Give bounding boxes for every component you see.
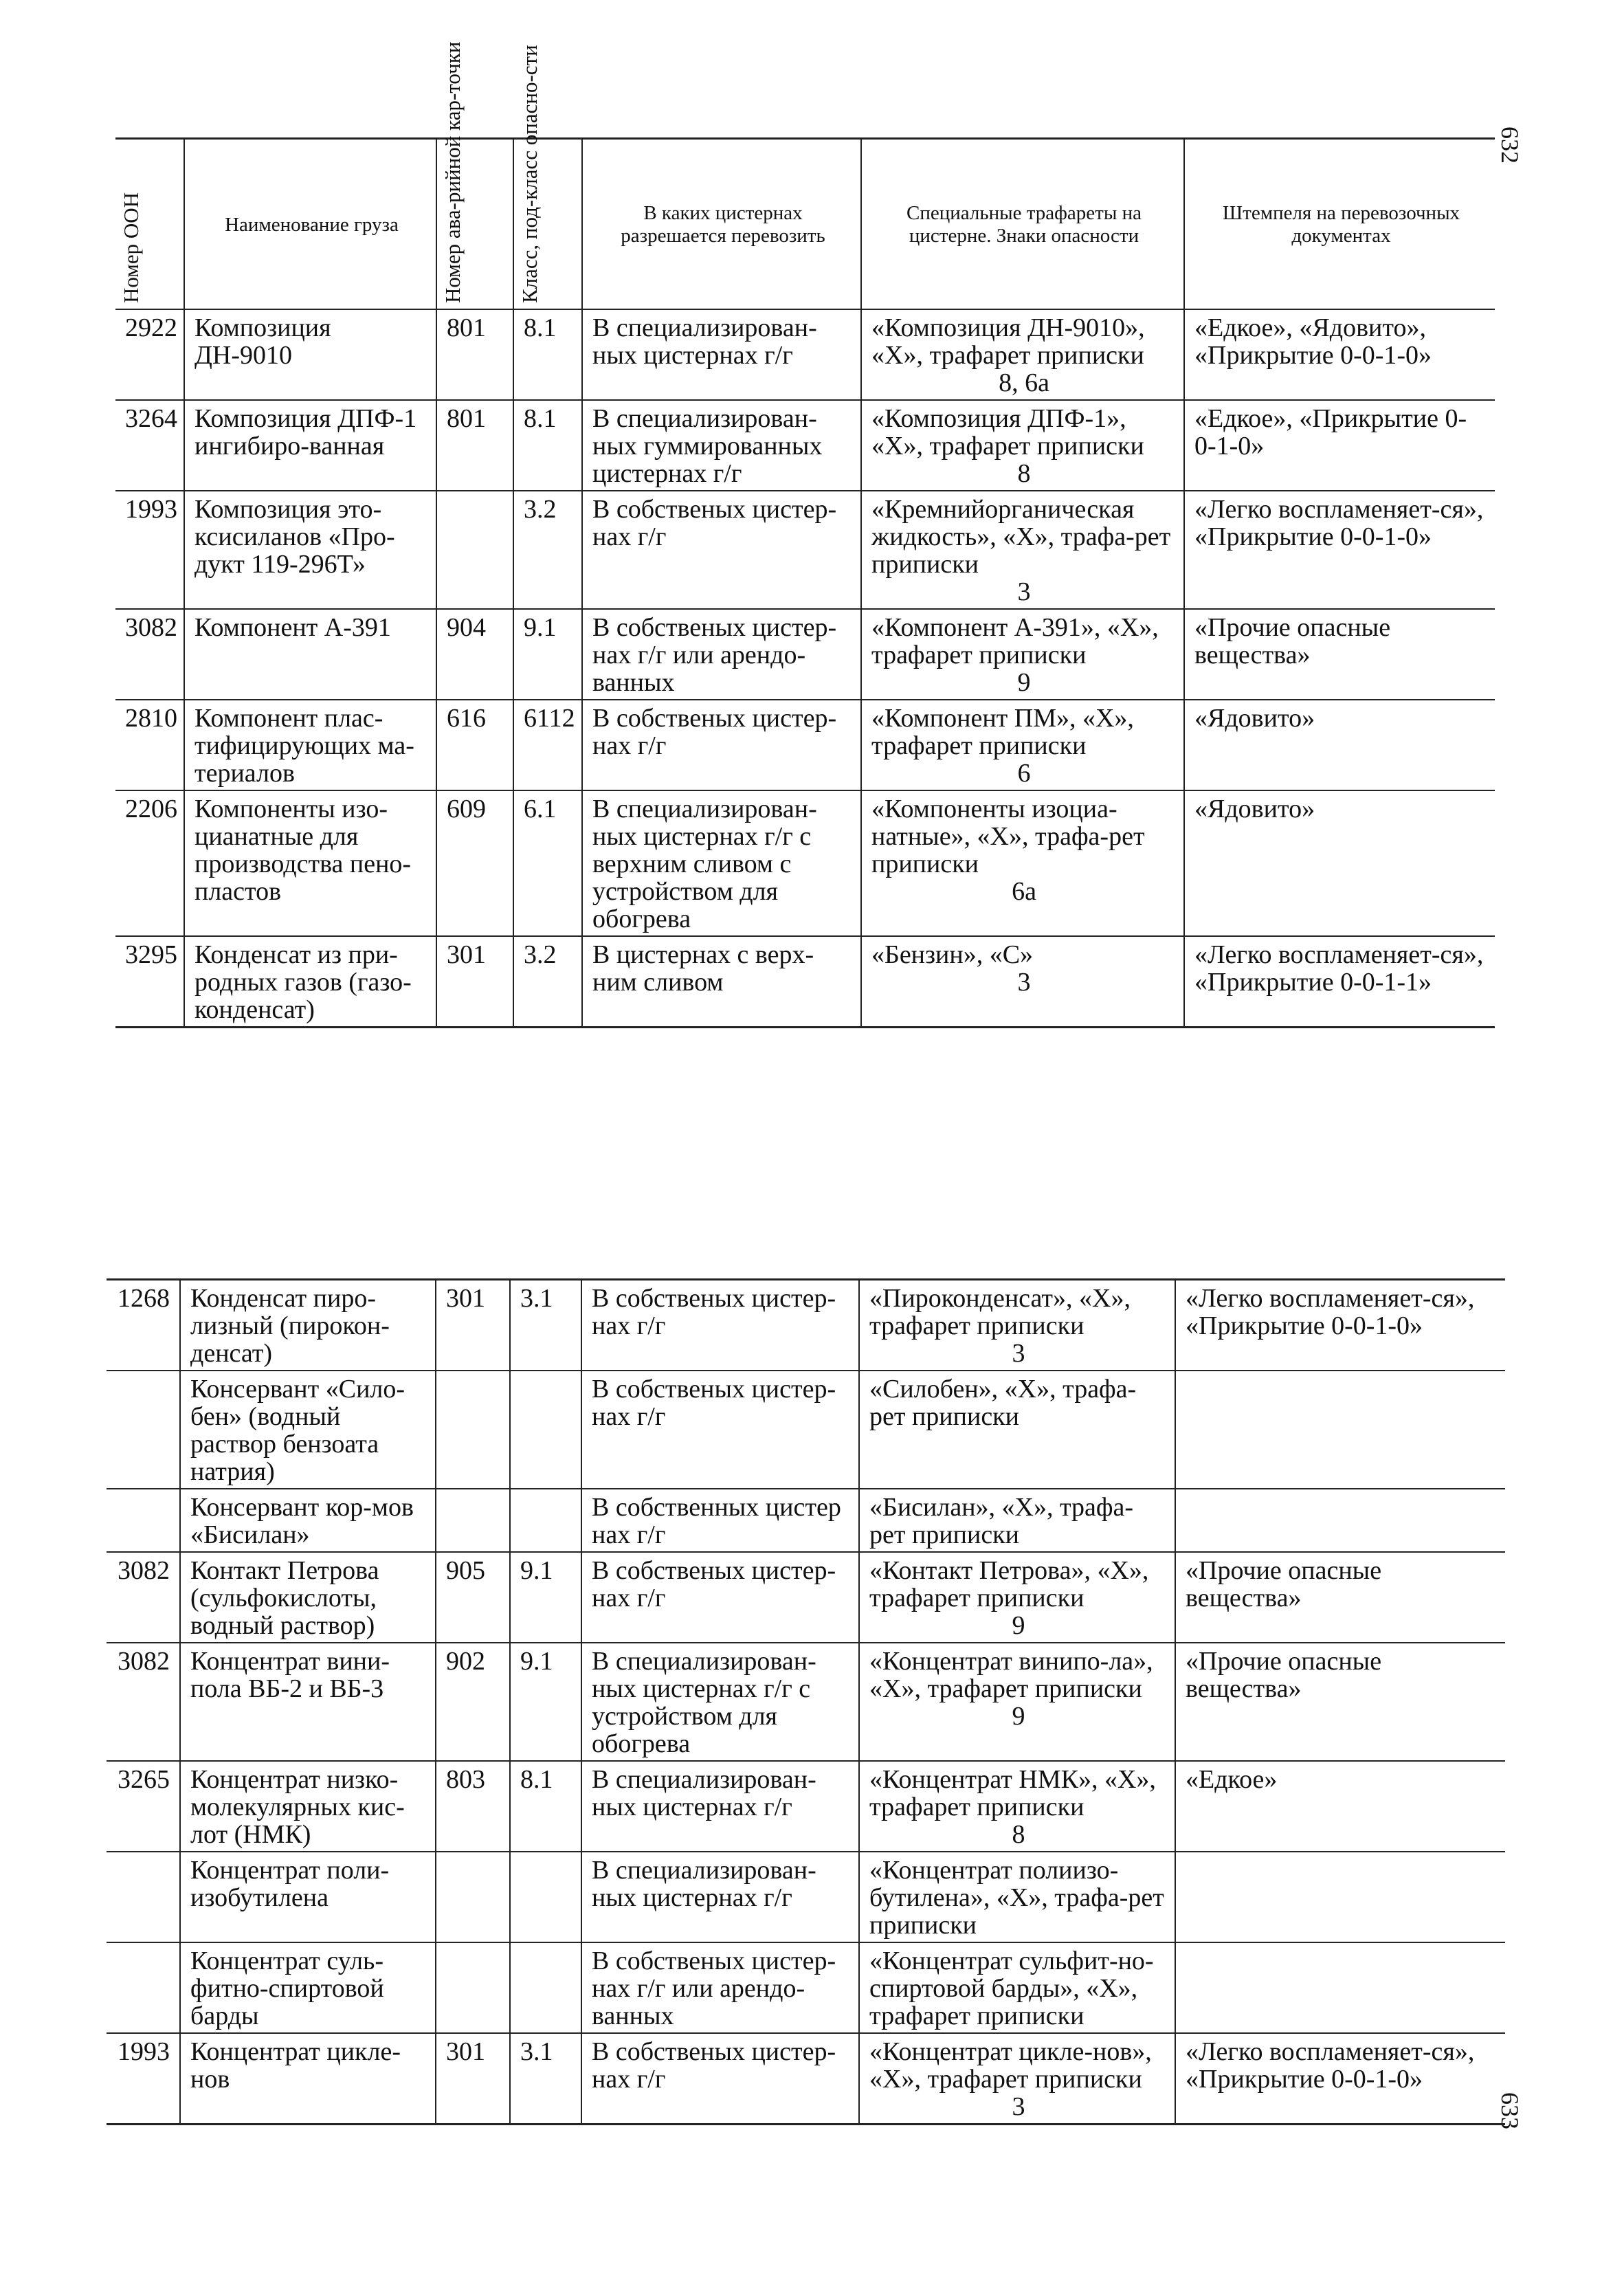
emergency-card-cell: 801 (436, 309, 513, 400)
stencil-text: «Компоненты изоциа-натные», «Х», трафа-рет приписки (871, 795, 1145, 878)
un-number-cell: 3082 (107, 1552, 180, 1643)
emergency-card-cell: 609 (436, 790, 513, 936)
stencil-text: «Компонент ПМ», «Х», трафарет приписки (871, 704, 1134, 760)
hazard-sign-number: 3 (1017, 577, 1031, 606)
hazard-class-cell (510, 1371, 581, 1489)
un-number-cell: 3082 (107, 1643, 180, 1761)
cargo-name-cell: Концентрат поли-изобутилена (180, 1852, 436, 1942)
stamps-cell: «Легко воспламеняет-ся», «Прикрытие 0-0-1-1» (1184, 936, 1495, 1028)
stencil-text: «Компонент А-391», «Х», трафарет приписки (871, 613, 1159, 669)
stencil-cell (861, 609, 1184, 700)
stencil-cell (861, 790, 1184, 936)
header-stencils: Специальные трафареты на цистерне. Знаки опасности (861, 139, 1184, 310)
tanks-cell: В собственых цистер-нах г/г или арендо-ванных (582, 609, 861, 700)
stencil-text: «Контакт Петрова», «Х», трафарет приписки (869, 1556, 1149, 1612)
un-number-cell: 2922 (115, 309, 184, 400)
stencil-text: «Концентрат винипо-ла», «Х», трафарет приписки (869, 1647, 1153, 1703)
emergency-card-cell: 902 (436, 1643, 510, 1761)
table-row (107, 1852, 1505, 1942)
stencil-text: «Концентрат полиизо-бутилена», «Х», трафа-рет приписки (869, 1856, 1164, 1940)
stencil-cell (861, 309, 1184, 400)
stencil-text: «Кремнийорганическая жидкость», «Х», трафа-рет приписки (871, 495, 1171, 579)
emergency-card-cell: 301 (436, 936, 513, 1028)
stencil-text: «Бензин», «С» (871, 940, 1034, 969)
tanks-cell: В цистернах с верх-ним сливом (582, 936, 861, 1028)
cargo-name-cell: Контакт Петрова (сульфокислоты, водный раствор) (180, 1552, 436, 1643)
table-row (115, 609, 1495, 700)
tanks-cell: В собственых цистер-нах г/г (582, 700, 861, 790)
stamps-cell: «Едкое» (1175, 1761, 1505, 1852)
stamps-cell: «Легко воспламеняет-ся», «Прикрытие 0-0-1-0» (1184, 491, 1495, 609)
hazard-class-cell (510, 1852, 581, 1942)
emergency-card-cell: 801 (436, 400, 513, 491)
stamps-cell (1175, 1371, 1505, 1489)
table-row (115, 309, 1495, 400)
stencil-text: «Композиция ДПФ-1», «Х», трафарет приписки (871, 404, 1144, 461)
hazard-class-cell: 9.1 (510, 1552, 581, 1643)
emergency-card-cell: 803 (436, 1761, 510, 1852)
cargo-name-cell: Композиция ДН-9010 (184, 309, 436, 400)
tanks-cell: В собственых цистер-нах г/г или арендо-ванных (581, 1942, 859, 2033)
hazard-class-cell: 9.1 (510, 1643, 581, 1761)
hazard-class-cell: 6112 (513, 700, 582, 790)
hazard-class-cell: 8.1 (513, 309, 582, 400)
hazard-sign-number: 8 (1017, 459, 1031, 488)
hazard-sign-number: 6 (1017, 759, 1031, 788)
emergency-card-cell (436, 1489, 510, 1552)
cargo-name-cell: Композиция ДПФ-1 ингибиро-ванная (184, 400, 436, 491)
cargo-name-cell: Консервант кор-мов «Бисилан» (180, 1489, 436, 1552)
tanks-cell: В специализирован-ных цистернах г/г (581, 1852, 859, 1942)
hazard-sign-number: 3 (1012, 1339, 1025, 1368)
stencil-cell (861, 936, 1184, 1028)
cargo-name-cell: Концентрат суль-фитно-спиртовой барды (180, 1942, 436, 2033)
un-number-cell: 3265 (107, 1761, 180, 1852)
cargo-name-cell: Конденсат пиро-лизный (пирокон-денсат) (180, 1280, 436, 1371)
table-row (115, 700, 1495, 790)
table-row (107, 1489, 1505, 1552)
table-row (107, 1280, 1505, 1371)
hazard-class-cell: 3.1 (510, 1280, 581, 1371)
header-hazard-class: Класс, под-класс опасно-сти (513, 139, 582, 310)
stencil-text: «Концентрат цикле-нов», «Х», трафарет приписки (869, 2037, 1152, 2094)
stencil-cell (861, 491, 1184, 609)
tanks-cell: В собственых цистер-нах г/г (581, 1371, 859, 1489)
stamps-cell: «Ядовито» (1184, 790, 1495, 936)
un-number-cell: 1993 (115, 491, 184, 609)
tanks-cell: В собственых цистер-нах г/г (582, 491, 861, 609)
stamps-cell: «Едкое», «Прикрытие 0-0-1-0» (1184, 400, 1495, 491)
emergency-card-cell: 301 (436, 1280, 510, 1371)
stencil-cell (861, 700, 1184, 790)
table-row (115, 491, 1495, 609)
cargo-name-cell: Композиция это-ксисиланов «Про-дукт 119-296Т» (184, 491, 436, 609)
emergency-card-cell (436, 1852, 510, 1942)
stencil-text: «Концентрат НМК», «Х», трафарет приписки (869, 1765, 1156, 1821)
cargo-name-cell: Концентрат низко-молекулярных кис-лот (НМК) (180, 1761, 436, 1852)
tanks-cell: В специализирован-ных цистернах г/г (582, 309, 861, 400)
stencil-cell (859, 1280, 1175, 1371)
stencil-text: «Пироконденсат», «Х», трафарет приписки (869, 1284, 1131, 1340)
stamps-cell: «Едкое», «Ядовито», «Прикрытие 0-0-1-0» (1184, 309, 1495, 400)
stencil-cell (859, 1942, 1175, 2033)
stencil-text: «Композиция ДН-9010», «Х», трафарет приписки (871, 313, 1145, 370)
emergency-card-cell: 904 (436, 609, 513, 700)
emergency-card-cell: 905 (436, 1552, 510, 1643)
stencil-text: «Концентрат сульфит-но-спиртовой барды», «Х», трафарет приписки (869, 1947, 1154, 2030)
cargo-name-cell: Компонент плас-тифицирующих ма-териалов (184, 700, 436, 790)
stencil-cell (859, 1643, 1175, 1761)
table-row (115, 400, 1495, 491)
header-un-number: Номер ООН (115, 139, 184, 310)
un-number-cell: 3295 (115, 936, 184, 1028)
header-emergency-card: Номер ава-рийной кар-точки (436, 139, 513, 310)
un-number-cell (107, 1942, 180, 2033)
tanks-cell: В специализирован-ных цистернах г/г с устройством для обогрева (581, 1643, 859, 1761)
un-number-cell: 1993 (107, 2033, 180, 2125)
un-number-cell (107, 1489, 180, 1552)
page-number-top: 632 (1496, 126, 1524, 164)
cargo-name-cell: Компоненты изо-цианатные для производства пено-пластов (184, 790, 436, 936)
stamps-cell: «Ядовито» (1184, 700, 1495, 790)
table-row (107, 1552, 1505, 1643)
hazard-sign-number: 9 (1012, 1702, 1025, 1731)
stencil-cell (859, 1552, 1175, 1643)
emergency-card-cell (436, 1371, 510, 1489)
table-row (107, 1942, 1505, 2033)
stencil-cell (859, 1761, 1175, 1852)
table-row (107, 1761, 1505, 1852)
stamps-cell: «Прочие опасные вещества» (1175, 1552, 1505, 1643)
stencil-cell (859, 2033, 1175, 2125)
cargo-name-cell: Концентрат вини-пола ВБ-2 и ВБ-3 (180, 1643, 436, 1761)
tanks-cell: В собственых цистер-нах г/г (581, 1552, 859, 1643)
stencil-text: «Силобен», «Х», трафа-рет приписки (869, 1375, 1137, 1431)
stamps-cell (1175, 1852, 1505, 1942)
hazard-class-cell: 8.1 (510, 1761, 581, 1852)
header-tanks: В каких цистернах разрешается перевозить (582, 139, 861, 310)
emergency-card-cell (436, 1942, 510, 2033)
stencil-cell (859, 1489, 1175, 1552)
un-number-cell: 3264 (115, 400, 184, 491)
cargo-name-cell: Консервант «Сило-бен» (водный раствор бензоата натрия) (180, 1371, 436, 1489)
table-row (107, 1371, 1505, 1489)
header-stamps: Штемпеля на перевозочных документах (1184, 139, 1495, 310)
tanks-cell: В специализирован-ных цистернах г/г (581, 1761, 859, 1852)
hazard-sign-number: 6а (1012, 877, 1036, 906)
hazard-class-cell: 6.1 (513, 790, 582, 936)
emergency-card-cell: 301 (436, 2033, 510, 2125)
emergency-card-cell: 616 (436, 700, 513, 790)
hazard-class-cell: 3.2 (513, 491, 582, 609)
stamps-cell (1175, 1942, 1505, 2033)
dangerous-goods-table-top (115, 41, 1495, 1028)
un-number-cell (107, 1852, 180, 1942)
hazard-sign-number: 8 (1012, 1820, 1025, 1849)
stamps-cell: «Прочие опасные вещества» (1175, 1643, 1505, 1761)
dangerous-goods-table-bottom (107, 1278, 1505, 2125)
hazard-class-cell (510, 1489, 581, 1552)
stamps-cell: «Легко воспламеняет-ся», «Прикрытие 0-0-1-0» (1175, 1280, 1505, 1371)
un-number-cell: 2206 (115, 790, 184, 936)
stamps-cell: «Прочие опасные вещества» (1184, 609, 1495, 700)
table-row (107, 1643, 1505, 1761)
hazard-sign-number: 3 (1012, 2092, 1025, 2121)
cargo-name-cell: Компонент А-391 (184, 609, 436, 700)
stencil-cell (861, 400, 1184, 491)
tanks-cell: В собственых цистер-нах г/г (581, 2033, 859, 2125)
hazard-class-cell (510, 1942, 581, 2033)
un-number-cell: 1268 (107, 1280, 180, 1371)
un-number-cell: 2810 (115, 700, 184, 790)
emergency-card-cell (436, 491, 513, 609)
cargo-name-cell: Конденсат из при-родных газов (газо-конденсат) (184, 936, 436, 1028)
header-cargo-name: Наименование груза (184, 139, 436, 310)
hazard-sign-number: 9 (1017, 668, 1031, 697)
hazard-sign-number: 3 (1017, 968, 1031, 997)
table-row (115, 936, 1495, 1028)
hazard-class-cell: 9.1 (513, 609, 582, 700)
un-number-cell (107, 1371, 180, 1489)
stencil-text: «Бисилан», «Х», трафа-рет приписки (869, 1493, 1134, 1549)
un-number-cell: 3082 (115, 609, 184, 700)
tanks-cell: В собственых цистер-нах г/г (581, 1280, 859, 1371)
hazard-sign-number: 9 (1012, 1611, 1025, 1640)
stencil-cell (859, 1852, 1175, 1942)
tanks-cell: В собственных цистер нах г/г (581, 1489, 859, 1552)
stamps-cell: «Легко воспламеняет-ся», «Прикрытие 0-0-1-0» (1175, 2033, 1505, 2125)
table-header-row (115, 139, 1495, 310)
hazard-class-cell: 8.1 (513, 400, 582, 491)
hazard-class-cell: 3.2 (513, 936, 582, 1028)
tanks-cell: В специализирован-ных цистернах г/г с верхним сливом с устройством для обогрева (582, 790, 861, 936)
cargo-name-cell: Концентрат цикле-нов (180, 2033, 436, 2125)
hazard-class-cell: 3.1 (510, 2033, 581, 2125)
table-row (107, 2033, 1505, 2125)
table-row (115, 790, 1495, 936)
page-number-bottom: 633 (1496, 2092, 1524, 2129)
stencil-cell (859, 1371, 1175, 1489)
hazard-sign-number: 8, 6а (999, 368, 1049, 397)
tanks-cell: В специализирован-ных гуммированных цистернах г/г (582, 400, 861, 491)
stamps-cell (1175, 1489, 1505, 1552)
